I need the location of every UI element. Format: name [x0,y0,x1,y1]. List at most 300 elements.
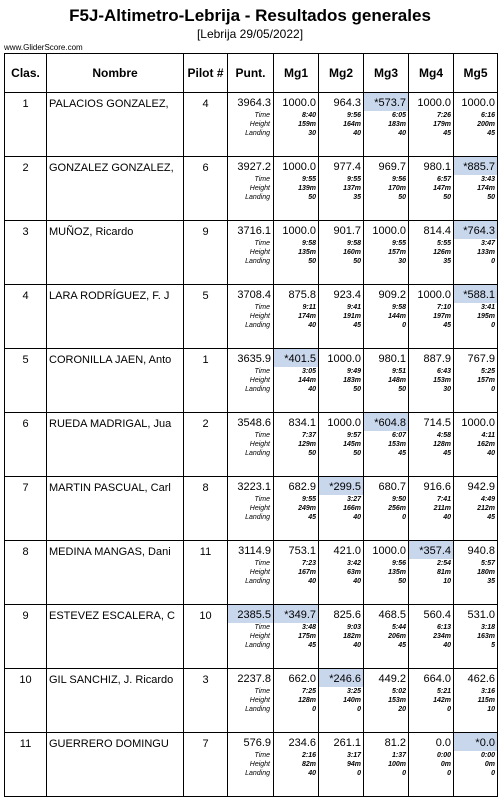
round-score: 940.8 [467,545,495,557]
round-landing: 45 [487,130,495,137]
round-height: 256m [388,505,406,512]
round-score-cell [364,477,409,541]
round-score-cell [409,413,454,477]
detail-label: Landing [245,578,270,585]
pilot-name-cell: GONZALEZ GONZALEZ, [47,157,184,221]
round-score-cell [319,93,364,157]
round-score-cell [364,157,409,221]
round-score: 964.3 [333,97,361,109]
round-score: 1000.0 [461,97,495,109]
round-height: 164m [343,121,361,128]
round-score: 0.0 [435,737,451,749]
round-height: 206m [388,633,406,640]
round-score-cell [454,221,498,285]
round-time: 0:00 [480,752,495,759]
round-score-cell [364,413,409,477]
round-score: 662.0 [288,673,316,685]
round-landing: 35 [353,194,361,201]
detail-label: Height [249,121,270,128]
round-time: 3:17 [346,752,361,759]
round-landing: 20 [398,706,406,713]
round-landing: 5 [491,642,495,649]
round-time: 5:44 [391,624,406,631]
round-time: 9:50 [391,496,406,503]
round-height: 144m [388,313,406,320]
detail-label: Time [254,752,270,759]
round-landing: 30 [398,258,406,265]
round-score: 1000.0 [417,97,451,109]
round-time: 9:58 [346,240,361,247]
round-time: 4:58 [436,432,451,439]
round-height: 82m [301,761,316,768]
round-score-cell [319,221,364,285]
round-score: 834.1 [288,417,316,429]
round-score-cell [364,285,409,349]
round-time: 2:16 [301,752,316,759]
round-time: 4:11 [481,432,495,439]
round-score: 234.6 [288,737,316,749]
round-score-cell [274,221,319,285]
round-landing: 40 [353,642,361,649]
round-height: 133m [477,249,495,256]
round-score: 980.1 [423,161,451,173]
round-score: *764.3 [454,221,497,239]
detail-label: Height [249,633,270,640]
round-score: 261.1 [333,737,361,749]
round-time: 3:43 [480,176,495,183]
round-height: 163m [477,633,495,640]
rank-cell: 3 [5,221,47,285]
detail-label: Time [254,688,270,695]
round-landing: 50 [398,578,406,585]
round-time: 6:13 [436,624,451,631]
round-height: 166m [343,505,361,512]
round-score-cell [274,733,319,797]
round-height: 126m [433,249,451,256]
round-score-cell [454,733,498,797]
round-time: 9:57 [346,432,361,439]
round-score-cell [364,541,409,605]
table-row[interactable] [5,349,498,413]
round-time: 5:25 [480,368,495,375]
total-score: 3548.6 [237,417,271,429]
table-row[interactable] [5,285,498,349]
round-time: 3:18 [480,624,495,631]
round-score-cell [319,605,364,669]
round-score: 531.0 [467,609,495,621]
round-score: *588.1 [454,285,497,303]
detail-label: Time [254,624,270,631]
results-table [4,53,498,797]
round-height: 191m [343,313,361,320]
round-height: 197m [433,313,451,320]
detail-label: Landing [245,194,270,201]
pilot-number-cell: 6 [184,157,228,221]
pilot-number-cell: 1 [184,349,228,413]
table-row[interactable] [5,221,498,285]
round-score: 977.4 [333,161,361,173]
round-landing: 40 [308,578,316,585]
table-row[interactable] [5,157,498,221]
round-time: 9:56 [346,112,361,119]
round-time: 5:02 [391,688,406,695]
table-row[interactable] [5,605,498,669]
detail-label: Time [254,304,270,311]
round-score-cell [274,413,319,477]
detail-label: Landing [245,450,270,457]
total-score-cell [228,605,274,669]
round-score-cell [409,221,454,285]
round-score: *604.8 [364,413,408,431]
rank-cell: 2 [5,157,47,221]
round-score: 753.1 [288,545,316,557]
round-score-cell [454,605,498,669]
round-height: 249m [298,505,316,512]
round-time: 6:07 [391,432,406,439]
pilot-name-cell: MEDINA MANGAS, Dani [47,541,184,605]
pilot-name-cell: PALACIOS GONZALEZ, [47,93,184,157]
rank-cell: 10 [5,669,47,733]
round-landing: 40 [308,770,316,777]
round-time: 9:58 [391,304,406,311]
round-landing: 50 [353,258,361,265]
total-score-cell [228,349,274,413]
rank-cell: 9 [5,605,47,669]
round-height: 159m [298,121,316,128]
round-time: 3:16 [480,688,495,695]
round-time: 7:26 [436,112,451,119]
round-landing: 45 [443,450,451,457]
round-landing: 0 [402,770,406,777]
round-score: 1000.0 [327,353,361,365]
round-score-cell [364,93,409,157]
round-landing: 10 [443,578,451,585]
round-height: 179m [433,121,451,128]
detail-label: Height [249,697,270,704]
round-score-cell [274,669,319,733]
round-score-cell [409,349,454,413]
detail-label: Time [254,240,270,247]
round-landing: 50 [398,386,406,393]
pilot-number-cell: 11 [184,541,228,605]
round-score-cell [274,349,319,413]
detail-label: Height [249,185,270,192]
round-height: 175m [298,633,316,640]
round-score: 468.5 [378,609,406,621]
round-time: 3:42 [346,560,361,567]
total-score: 3114.9 [238,545,271,557]
round-time: 9:03 [346,624,361,631]
round-time: 6:16 [480,112,495,119]
round-height: 135m [388,569,406,576]
pilot-number-cell: 2 [184,413,228,477]
detail-label: Landing [245,514,270,521]
table-row[interactable] [5,541,498,605]
rank-cell: 6 [5,413,47,477]
round-landing: 40 [487,450,495,457]
round-score: 680.7 [378,481,406,493]
round-time: 9:55 [391,240,406,247]
round-time: 9:56 [391,560,406,567]
round-time: 9:55 [301,496,316,503]
round-landing: 45 [353,322,361,329]
detail-label: Landing [245,258,270,265]
total-score: 3223.1 [237,481,271,493]
round-score: 909.2 [378,289,406,301]
round-landing: 40 [443,642,451,649]
detail-label: Landing [245,130,270,137]
round-score: 767.9 [467,353,495,365]
round-height: 128m [433,441,451,448]
round-score: 875.8 [288,289,316,301]
round-landing: 40 [443,514,451,521]
round-height: 144m [298,377,316,384]
round-score-cell [454,157,498,221]
round-landing: 40 [353,578,361,585]
round-score-cell [274,93,319,157]
round-score-cell [364,605,409,669]
round-landing: 0 [447,770,451,777]
round-time: 7:25 [301,688,316,695]
round-score-cell [454,669,498,733]
round-landing: 0 [447,706,451,713]
col-header-clas[interactable]: Clas. [5,54,47,93]
round-score-cell [409,477,454,541]
round-height: 162m [477,441,495,448]
table-row[interactable] [5,413,498,477]
round-landing: 45 [487,514,495,521]
round-time: 7:41 [436,496,451,503]
round-landing: 30 [443,386,451,393]
col-header-punt[interactable]: Punt. [228,54,274,93]
col-header-mg3[interactable]: Mg3 [364,54,409,93]
round-score-cell [454,93,498,157]
round-score-cell [274,285,319,349]
total-score: 3716.1 [237,225,271,237]
pilot-number-cell: 9 [184,221,228,285]
col-header-pilot[interactable]: Pilot # [184,54,228,93]
round-score: 969.7 [378,161,406,173]
round-landing: 50 [398,194,406,201]
round-height: 100m [388,761,406,768]
round-landing: 30 [308,130,316,137]
col-header-mg1[interactable]: Mg1 [274,54,319,93]
pilot-name-cell: MARTIN PASCUAL, Carl [47,477,184,541]
total-score-cell [228,669,274,733]
round-time: 9:51 [391,368,406,375]
round-time: 3:25 [346,688,361,695]
round-landing: 45 [398,450,406,457]
round-landing: 45 [308,514,316,521]
round-height: 174m [298,313,316,320]
round-height: 200m [477,121,495,128]
round-score-cell [319,541,364,605]
total-score: 3708.4 [237,289,271,301]
round-score-cell [319,669,364,733]
col-header-mg2[interactable]: Mg2 [319,54,364,93]
round-landing: 0 [357,706,361,713]
round-score: *349.7 [274,605,318,623]
round-time: 6:43 [436,368,451,375]
round-score: 462.6 [467,673,495,685]
round-time: 8:40 [301,112,316,119]
round-score-cell [409,541,454,605]
round-time: 5:55 [436,240,451,247]
round-landing: 40 [353,514,361,521]
round-landing: 40 [308,322,316,329]
round-height: 145m [343,441,361,448]
round-score: 1000.0 [417,289,451,301]
total-score-cell [228,477,274,541]
total-score: 2385.5 [228,605,273,623]
round-time: 5:57 [480,560,495,567]
pilot-name-cell: LARA RODRÍGUEZ, F. J [47,285,184,349]
round-score: 1000.0 [327,417,361,429]
round-landing: 0 [402,322,406,329]
site-link[interactable]: www.GliderScore.com [4,43,83,52]
round-score-cell [319,157,364,221]
round-height: 135m [298,249,316,256]
detail-label: Time [254,112,270,119]
round-height: 160m [343,249,361,256]
round-time: 6:05 [391,112,406,119]
rank-cell: 8 [5,541,47,605]
total-score: 576.9 [243,737,271,749]
round-score: 714.5 [423,417,451,429]
round-landing: 40 [308,386,316,393]
detail-label: Height [249,441,270,448]
round-score: *246.6 [319,669,363,687]
round-score-cell [319,733,364,797]
round-landing: 35 [487,578,495,585]
pilot-number-cell: 5 [184,285,228,349]
round-height: 81m [436,569,451,576]
rank-cell: 4 [5,285,47,349]
detail-label: Landing [245,642,270,649]
round-landing: 0 [491,770,495,777]
round-height: 167m [298,569,316,576]
col-header-nombre[interactable]: Nombre [47,54,184,93]
round-height: 140m [343,697,361,704]
round-score: 449.2 [378,673,406,685]
rank-cell: 5 [5,349,47,413]
round-score: *0.0 [454,733,497,751]
round-height: 211m [433,505,451,512]
round-score: 887.9 [423,353,451,365]
round-time: 9:55 [301,176,316,183]
round-height: 170m [388,185,406,192]
round-score: 1000.0 [461,417,495,429]
round-score-cell [454,413,498,477]
round-height: 195m [477,313,495,320]
round-height: 157m [388,249,406,256]
round-height: 153m [388,697,406,704]
detail-label: Time [254,560,270,567]
round-height: 128m [298,697,316,704]
table-row[interactable] [5,477,498,541]
round-time: 1:37 [391,752,406,759]
round-score-cell [409,285,454,349]
round-score: 980.1 [378,353,406,365]
round-score: 923.4 [333,289,361,301]
detail-label: Landing [245,322,270,329]
round-height: 153m [433,377,451,384]
detail-label: Height [249,313,270,320]
round-score: 421.0 [333,545,361,557]
round-score-cell [364,669,409,733]
total-score-cell [228,541,274,605]
round-score-cell [274,541,319,605]
round-time: 9:55 [346,176,361,183]
pilot-name-cell: ESTEVEZ ESCALERA, C [47,605,184,669]
round-score: 942.9 [467,481,495,493]
round-score: *357.4 [409,541,453,559]
round-time: 9:11 [302,304,316,311]
round-score: 825.6 [333,609,361,621]
total-score-cell [228,733,274,797]
table-row[interactable] [5,733,498,797]
round-height: 129m [298,441,316,448]
round-time: 2:54 [436,560,451,567]
pilot-name-cell: GUERRERO DOMINGU [47,733,184,797]
round-score-cell [409,669,454,733]
round-landing: 10 [487,706,495,713]
round-landing: 50 [308,258,316,265]
round-landing: 0 [491,386,495,393]
total-score-cell [228,413,274,477]
round-score-cell [409,93,454,157]
pilot-number-cell: 4 [184,93,228,157]
pilot-number-cell: 8 [184,477,228,541]
round-time: 3:27 [346,496,361,503]
table-row[interactable] [5,93,498,157]
round-score-cell [274,157,319,221]
round-score: 560.4 [423,609,451,621]
round-score: 814.4 [423,225,451,237]
round-score-cell [274,605,319,669]
round-landing: 50 [353,386,361,393]
round-time: 3:41 [480,304,495,311]
round-score: 1000.0 [372,545,406,557]
header-row [5,54,498,93]
round-time: 5:21 [436,688,451,695]
pilot-name-cell: GIL SANCHIZ, J. Ricardo [47,669,184,733]
total-score: 3964.3 [237,97,271,109]
detail-label: Time [254,432,270,439]
table-row[interactable] [5,669,498,733]
total-score: 3927.2 [237,161,271,173]
round-score: 664.0 [423,673,451,685]
col-header-mg5[interactable]: Mg5 [454,54,498,93]
round-height: 183m [343,377,361,384]
round-time: 0:00 [436,752,451,759]
total-score-cell [228,221,274,285]
round-score: 916.6 [423,481,451,493]
col-header-mg4[interactable]: Mg4 [409,54,454,93]
round-score-cell [454,285,498,349]
pilot-number-cell: 7 [184,733,228,797]
round-landing: 45 [443,322,451,329]
round-height: 94m [346,761,361,768]
round-landing: 50 [353,450,361,457]
detail-label: Height [249,505,270,512]
round-time: 9:58 [301,240,316,247]
round-score-cell [364,349,409,413]
round-time: 7:23 [301,560,316,567]
round-landing: 45 [443,130,451,137]
round-height: 234m [433,633,451,640]
pilot-name-cell: RUEDA MADRIGAL, Jua [47,413,184,477]
